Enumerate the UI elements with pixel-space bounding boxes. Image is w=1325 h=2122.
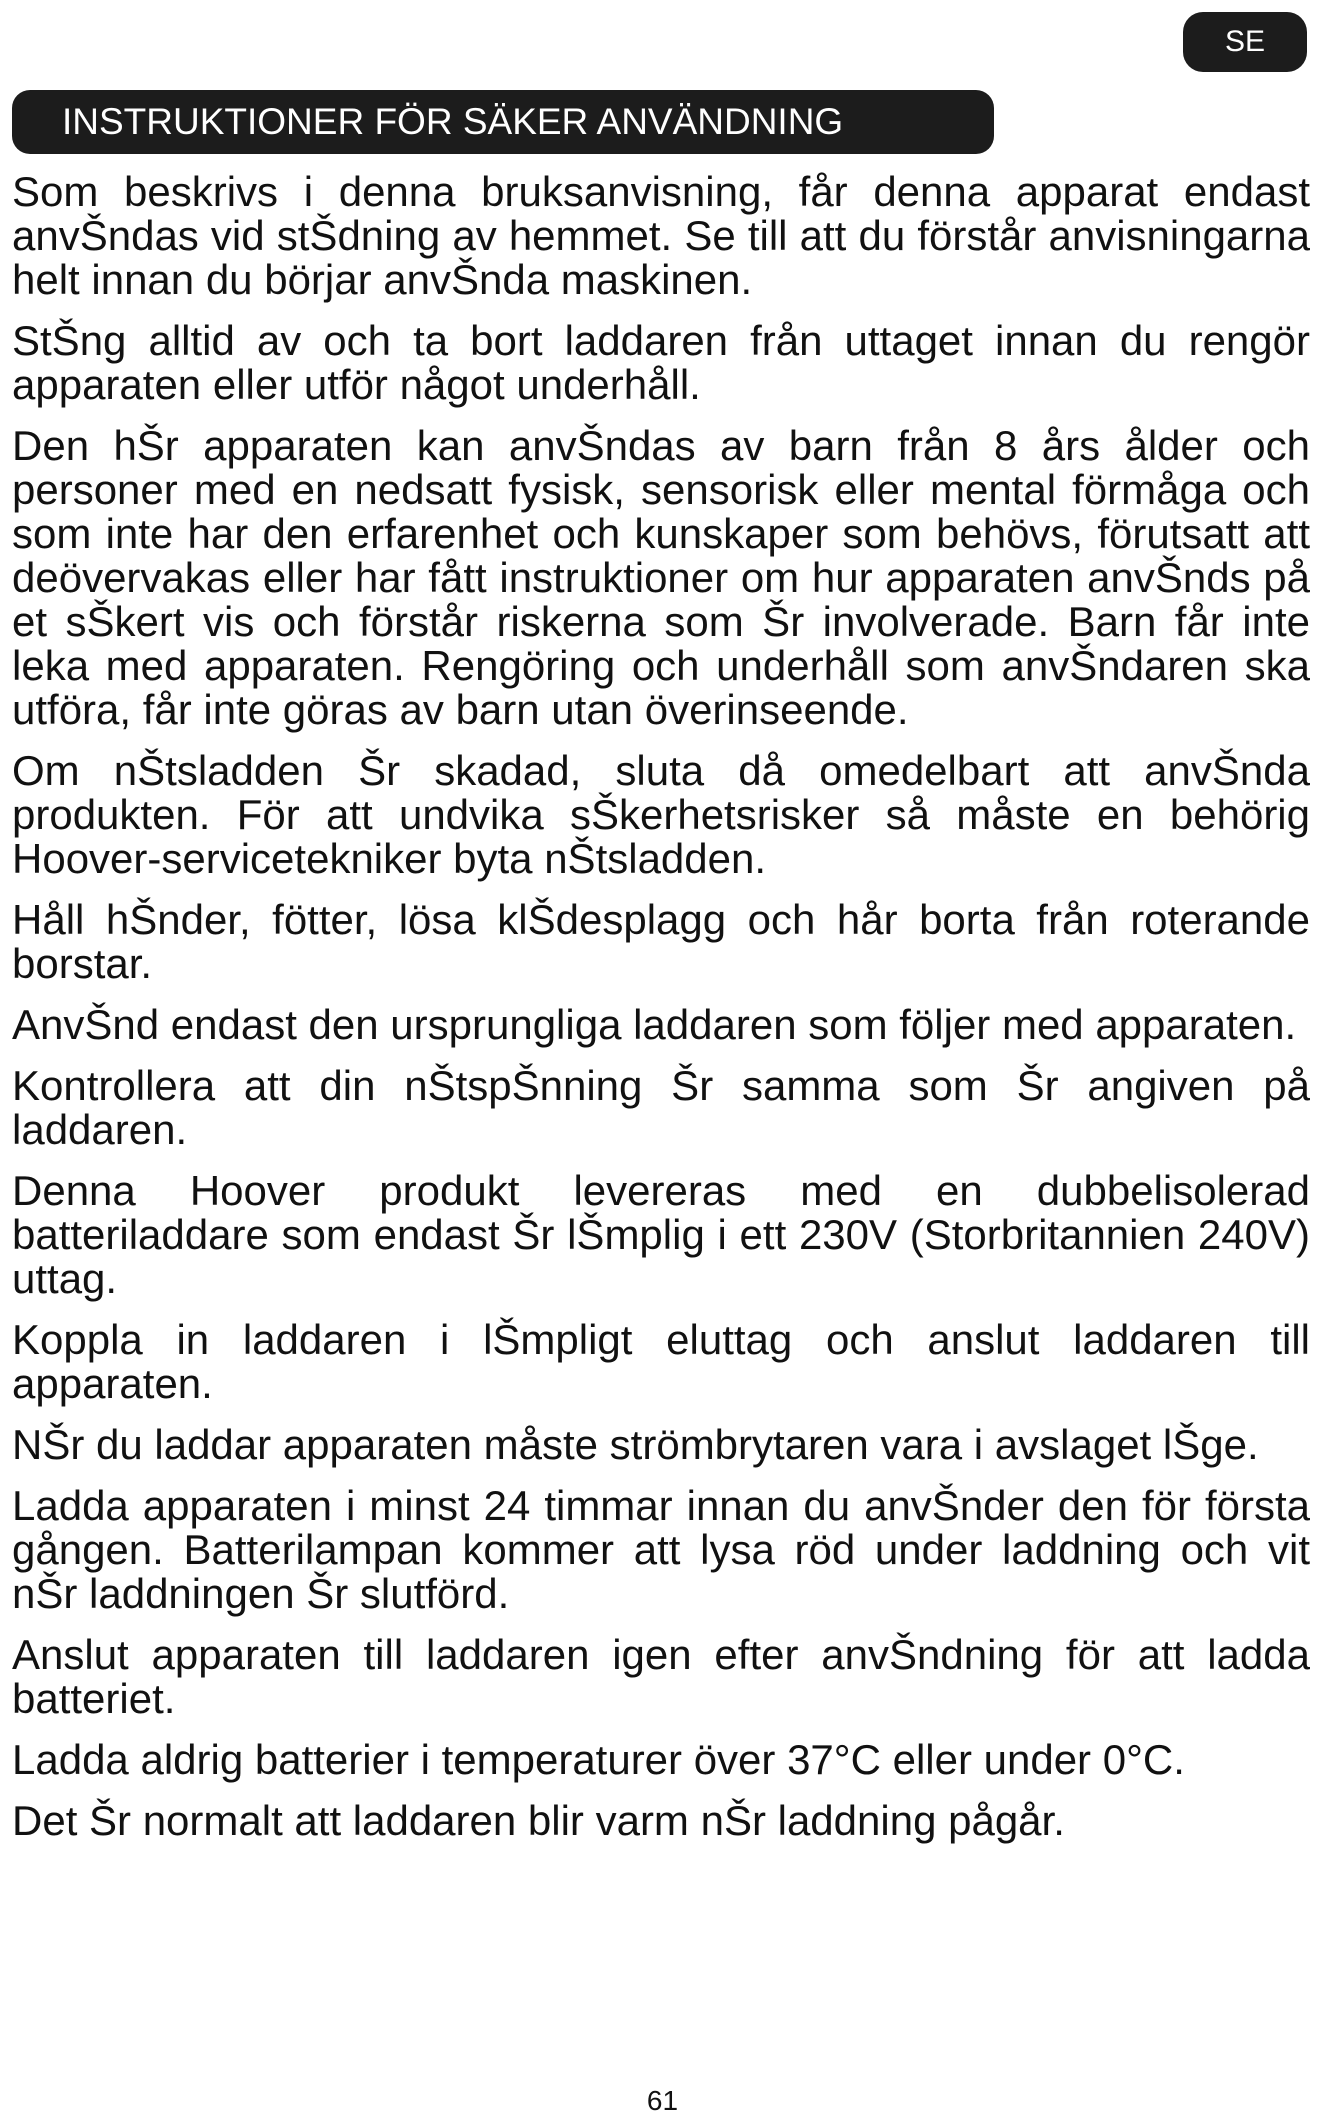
paragraph-intended-use: Som beskrivs i denna bruksanvisning, får denna apparat endast anvŠndas vid stŠdning av hemmet. Se till att du förstår anvisningarna helt innan du börjar anvŠnda maskinen.: [12, 168, 1310, 303]
language-badge: SE: [1183, 12, 1307, 72]
paragraph-switch-off: StŠng alltid av och ta bort laddaren från uttaget innan du rengör apparaten eller utför något underhåll.: [12, 317, 1310, 408]
paragraph-damaged-cord: Om nŠtsladden Šr skadad, sluta då omedelbart att anvŠnda produkten. För att undvika sŠkerhetsrisker så måste en behörig Hoover-servicetekniker byta nŠtsladden.: [12, 747, 1310, 882]
paragraph-switch-position: NŠr du laddar apparaten måste strömbrytaren vara i avslaget lŠge.: [12, 1421, 1259, 1468]
paragraph-first-charge: Ladda apparaten i minst 24 timmar innan du anvŠnder den för första gången. Batterilampan kommer att lysa röd under laddning och vit nŠr laddningen Šr slutförd.: [12, 1482, 1310, 1617]
paragraph-connect-charger: Koppla in laddaren i lŠmpligt eluttag och anslut laddaren till apparaten.: [12, 1316, 1310, 1407]
paragraph-double-insulated: Denna Hoover produkt levereras med en dubbelisolerad batteriladdare som endast Šr lŠmplig i ett 230V (Storbritannien 240V) uttag.: [12, 1167, 1310, 1302]
paragraph-reconnect: Anslut apparaten till laddaren igen efter anvŠndning för att ladda batteriet.: [12, 1631, 1310, 1722]
paragraph-voltage-check: Kontrollera att din nŠtspŠnning Šr samma som Šr angiven på laddaren.: [12, 1062, 1310, 1153]
section-title: INSTRUKTIONER FÖR SÄKER ANVÄNDNING: [12, 90, 994, 154]
paragraph-temperature: Ladda aldrig batterier i temperaturer över 37°C eller under 0°C.: [12, 1736, 1185, 1783]
page-number: 61: [646, 2085, 679, 2116]
paragraph-charger-warm: Det Šr normalt att laddaren blir varm nŠr laddning pågår.: [12, 1797, 1065, 1844]
paragraph-children-safety: Den hŠr apparaten kan anvŠndas av barn från 8 års ålder och personer med en nedsatt fysisk, sensorisk eller mental förmåga och som inte har den erfarenhet och kunskaper som behövs, förutsatt att deövervakas eller har fått instruktioner om hur apparaten anvŠnds på et sŠkert vis och förstår riskerna som Šr involverade. Barn får inte leka med apparaten. Rengöring och underhåll som anvŠndaren ska utföra, får inte göras av barn utan överinseende.: [12, 422, 1310, 733]
paragraph-original-charger: AnvŠnd endast den ursprungliga laddaren som följer med apparaten.: [12, 1001, 1297, 1048]
instructions-body: [12, 170, 1310, 1860]
paragraph-rotating-brushes: Håll hŠnder, fötter, lösa klŠdesplagg och hår borta från roterande borstar.: [12, 896, 1310, 987]
